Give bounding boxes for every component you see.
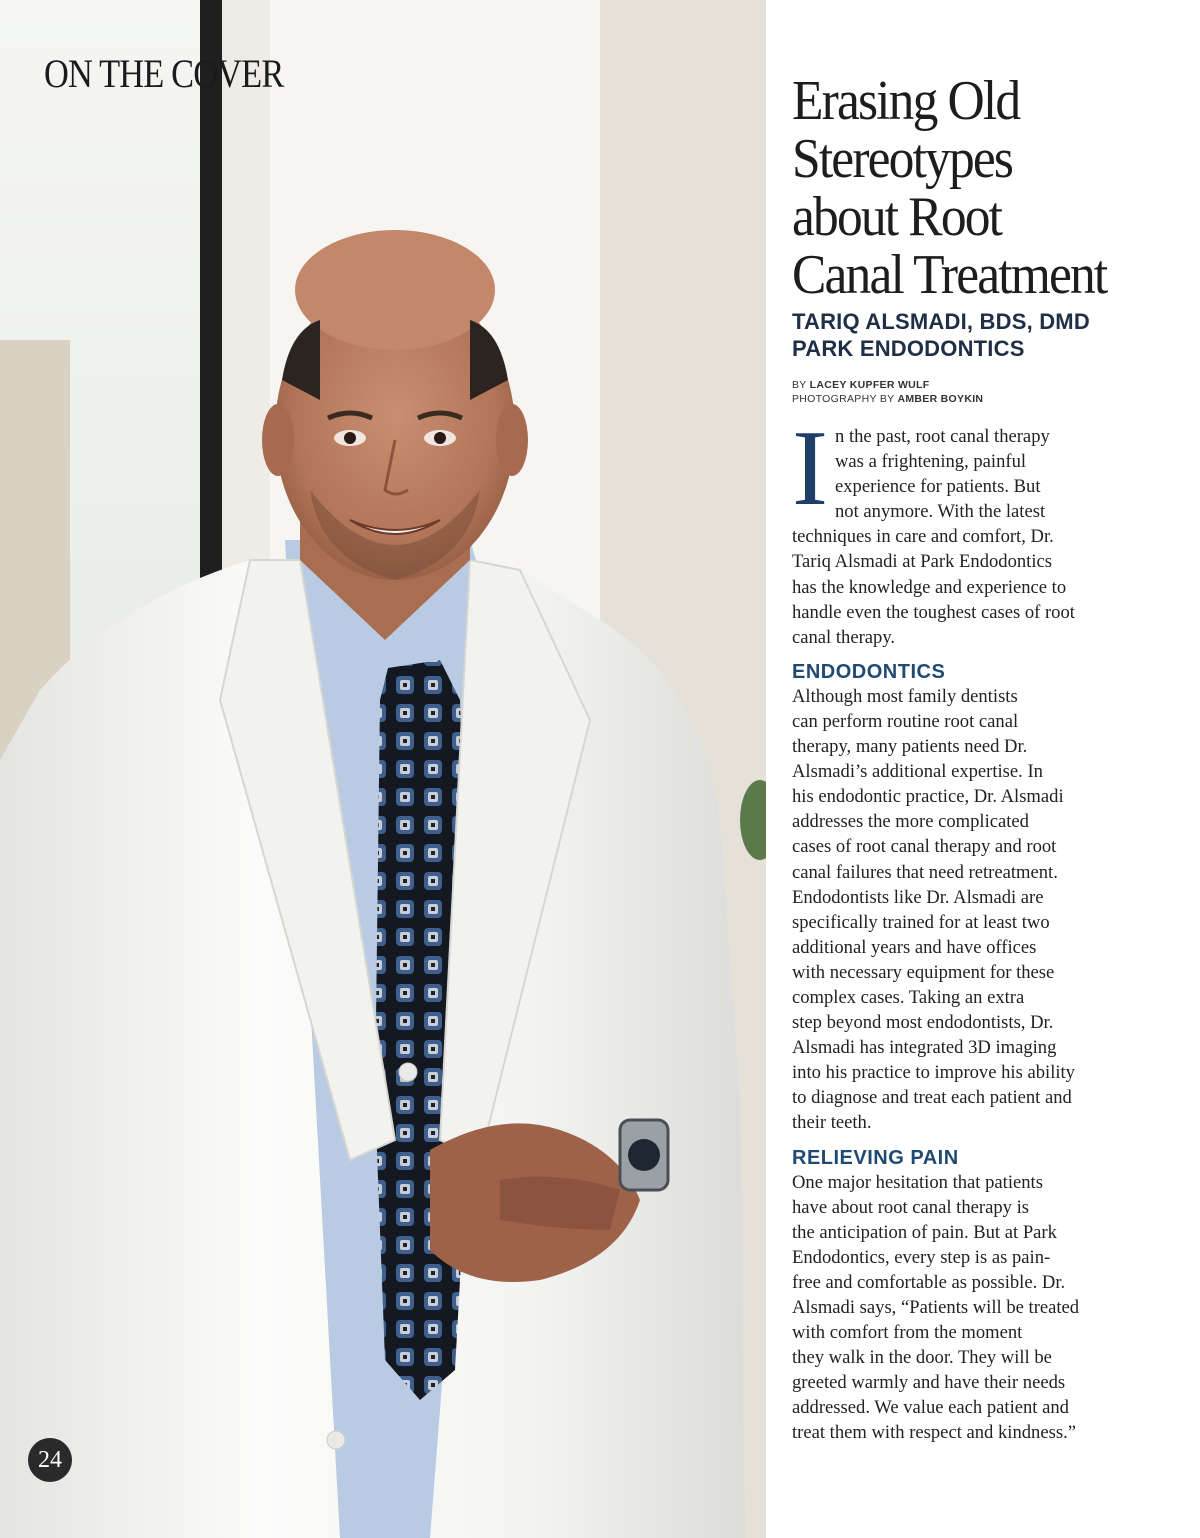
paragraph-line: Alsmadi’s additional expertise. In <box>792 761 1043 783</box>
relieving-pain-paragraph <box>792 1170 1132 1446</box>
paragraph-line: One major hesitation that patients <box>792 1171 1043 1193</box>
paragraph-line: therapy, many patients need Dr. <box>792 736 1028 758</box>
section-heading-endodontics: ENDODONTICS <box>792 660 946 683</box>
subhead-practice: PARK ENDODONTICS <box>792 336 1025 361</box>
paragraph-line: addresses the more complicated <box>792 811 1029 833</box>
headline-line: about Root <box>792 186 1002 248</box>
paragraph-line: into his practice to improve his ability <box>792 1062 1075 1084</box>
paragraph-line: Although most family dentists <box>792 685 1018 707</box>
dropcap: I <box>792 409 828 528</box>
photo-credit <box>792 392 1132 406</box>
section-label: ON THE COVER <box>44 51 284 96</box>
intro-line: was a frightening, painful <box>835 451 1027 473</box>
byline <box>792 378 1132 392</box>
intro-paragraph <box>792 409 1132 650</box>
intro-line: not anymore. With the latest <box>835 501 1046 523</box>
paragraph-line: his endodontic practice, Dr. Alsmadi <box>792 786 1064 808</box>
paragraph-line: specifically trained for at least two <box>792 911 1050 933</box>
paragraph-line: complex cases. Taking an extra <box>792 986 1025 1008</box>
photo-credit-prefix: PHOTOGRAPHY BY <box>792 393 895 405</box>
photo-credit-name: AMBER BOYKIN <box>897 393 984 405</box>
paragraph-line: they walk in the door. They will be <box>792 1347 1052 1369</box>
credits <box>792 378 1132 406</box>
paragraph-line: their teeth. <box>792 1112 872 1134</box>
section-heading-relieving-pain: RELIEVING PAIN <box>792 1146 959 1169</box>
paragraph-line: Alsmadi has integrated 3D imaging <box>792 1037 1057 1059</box>
subhead-doctor: TARIQ ALSMADI, BDS, DMD <box>792 309 1090 334</box>
byline-name: LACEY KUPFER WULF <box>809 379 930 391</box>
paragraph-line: additional years and have offices <box>792 936 1037 958</box>
paragraph-line: have about root canal therapy is <box>792 1196 1029 1218</box>
intro-line: techniques in care and comfort, Dr. <box>792 526 1054 548</box>
byline-prefix: BY <box>792 379 807 391</box>
paragraph-line: Endodontics, every step is as pain- <box>792 1246 1051 1268</box>
paragraph-line: step beyond most endodontists, Dr. <box>792 1012 1054 1034</box>
paragraph-line: to diagnose and treat each patient and <box>792 1087 1072 1109</box>
paragraph-line: with comfort from the moment <box>792 1322 1023 1344</box>
paragraph-line: Alsmadi says, “Patients will be treated <box>792 1297 1080 1318</box>
headline-line: Stereotypes <box>792 128 1013 190</box>
paragraph-line: cases of root canal therapy and root <box>792 836 1057 858</box>
paragraph-line: can perform routine root canal <box>792 710 1019 732</box>
page-number: 24 <box>28 1438 72 1482</box>
paragraph-line: canal failures that need retreatment. <box>792 861 1058 883</box>
paragraph-line: the anticipation of pain. But at Park <box>792 1221 1057 1243</box>
subhead <box>792 308 1132 362</box>
intro-line: experience for patients. But <box>835 476 1041 498</box>
intro-line: Tariq Alsmadi at Park Endodontics <box>792 551 1053 573</box>
paragraph-line: with necessary equipment for these <box>792 961 1055 983</box>
paragraph-line: greeted warmly and have their needs <box>792 1372 1066 1394</box>
headline-line: Erasing Old <box>792 70 1020 132</box>
intro-line: n the past, root canal therapy <box>835 426 1050 447</box>
headline-line: Canal Treatment <box>792 244 1107 306</box>
paragraph-line: free and comfortable as possible. Dr. <box>792 1271 1066 1293</box>
paragraph-line: treat them with respect and kindness.” <box>792 1422 1076 1444</box>
article <box>792 72 1132 1446</box>
paragraph-line: Endodontists like Dr. Alsmadi are <box>792 886 1044 908</box>
endodontics-paragraph <box>792 684 1132 1136</box>
intro-line: has the knowledge and experience to <box>792 576 1067 598</box>
headline <box>792 72 1132 304</box>
paragraph-line: addressed. We value each patient and <box>792 1397 1069 1419</box>
intro-line: canal therapy. <box>792 626 896 648</box>
intro-line: handle even the toughest cases of root <box>792 601 1075 623</box>
